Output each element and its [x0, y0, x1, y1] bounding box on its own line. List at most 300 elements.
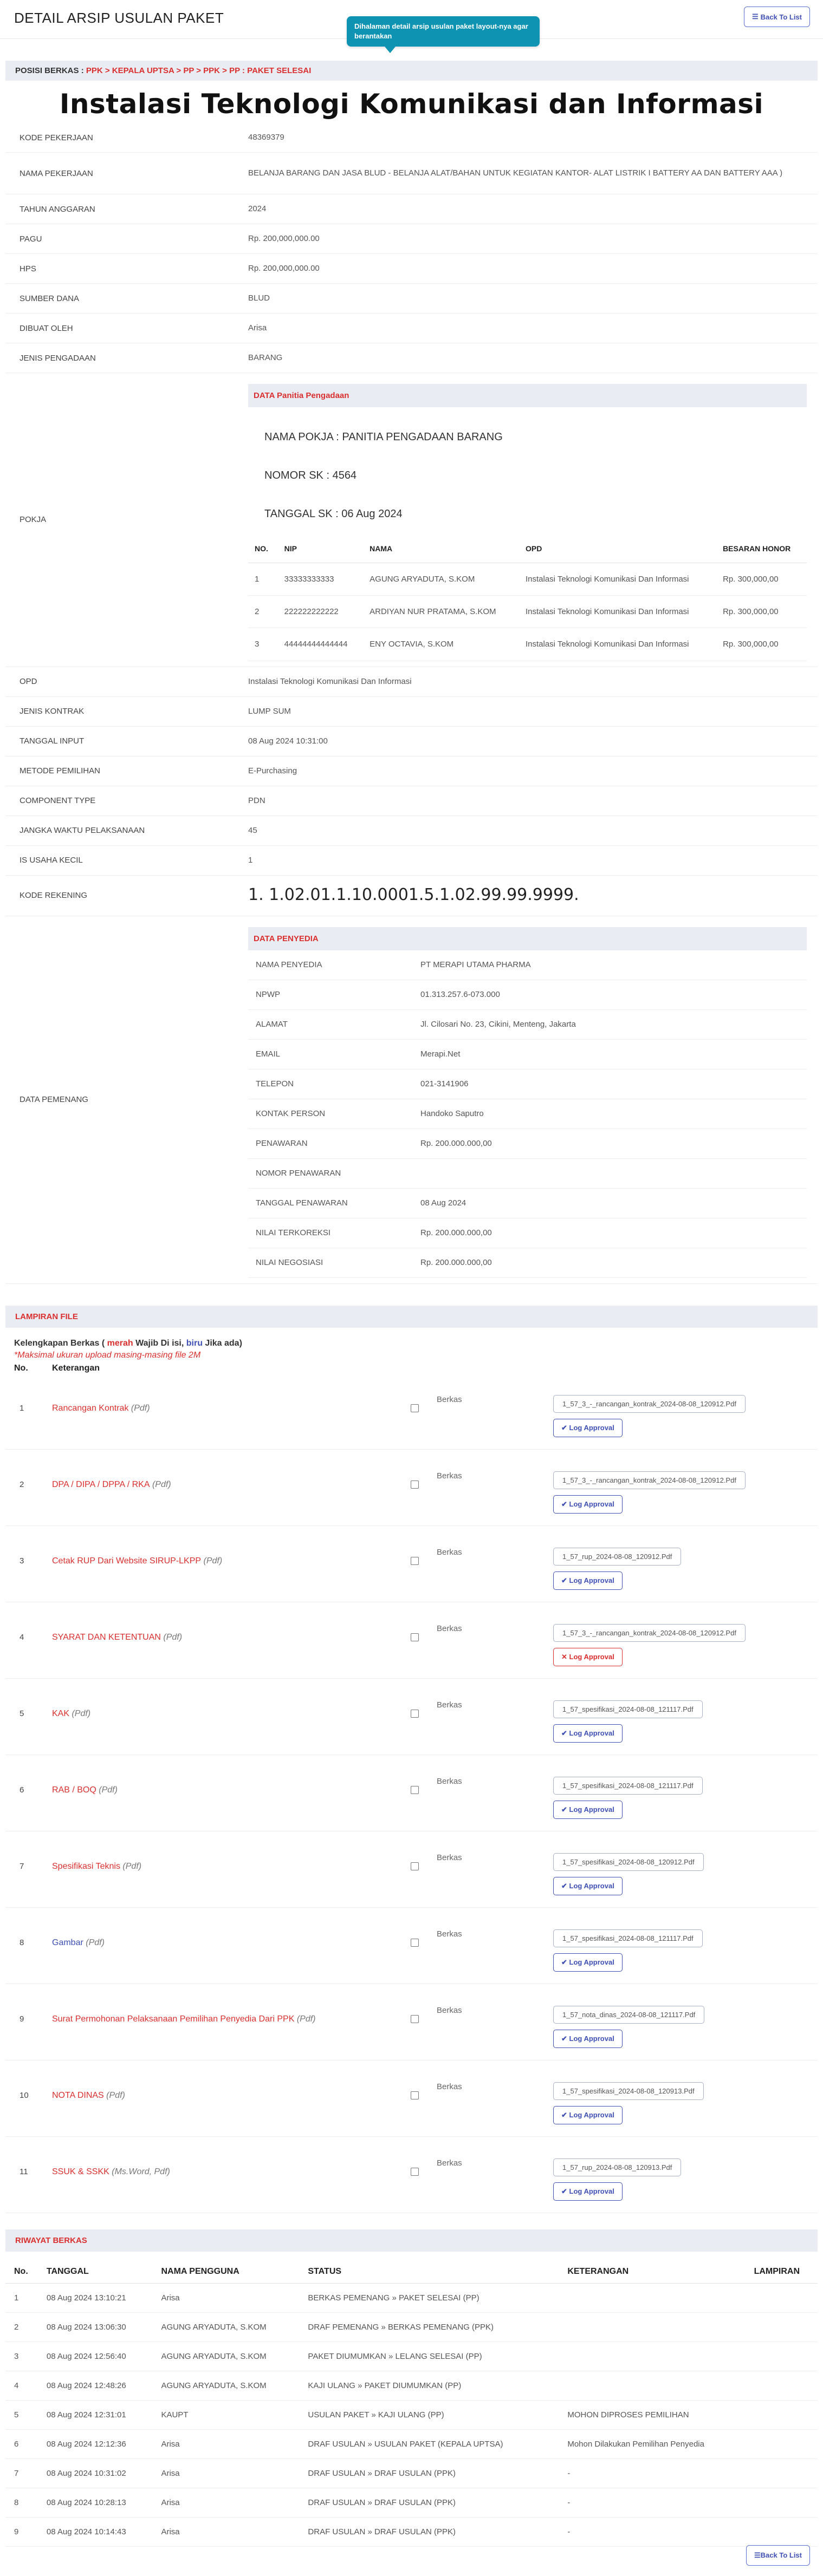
back-to-list-button[interactable] [744, 6, 810, 27]
penyedia-row [248, 1248, 807, 1278]
riwayat-col-header: KETERANGAN [559, 2260, 745, 2284]
check-icon: ✔ [561, 1576, 569, 1584]
penyedia-value: PT MERAPI UTAMA PHARMA [420, 960, 531, 970]
table-cell [746, 2429, 818, 2458]
pemenang-label: DATA PEMENANG [20, 1095, 88, 1105]
lampiran-no: 2 [20, 1479, 24, 1489]
penyedia-label: NAMA PENYEDIA [256, 960, 322, 970]
detail-row [5, 284, 818, 314]
lampiran-format: (Pdf) [96, 1785, 118, 1795]
lampiran-item [5, 1831, 818, 1908]
table-cell [746, 2400, 818, 2429]
detail-label: JENIS KONTRAK [20, 707, 85, 716]
table-cell: DRAF PEMENANG » BERKAS PEMENANG (PPK) [299, 2312, 559, 2342]
detail-value: Arisa [248, 323, 267, 333]
table-row [5, 2342, 818, 2371]
table-cell: 5 [5, 2400, 38, 2429]
lampiran-no: 11 [20, 2167, 28, 2176]
check-icon: ✔ [561, 1881, 569, 1890]
detail-row [5, 254, 818, 284]
back-to-list-button-bottom[interactable] [746, 2545, 810, 2566]
lampiran-format: (Pdf) [160, 1632, 183, 1642]
detail-label: TANGGAL INPUT [20, 736, 85, 746]
detail-value: Instalasi Teknologi Komunikasi Dan Informasi [248, 677, 412, 687]
table-cell [559, 2371, 745, 2400]
table-row [5, 2429, 818, 2458]
penyedia-label: NILAI NEGOSIASI [256, 1258, 323, 1268]
page-title: DETAIL ARSIP USULAN PAKET [14, 10, 224, 26]
kel-prefix: Kelengkapan Berkas ( [14, 1338, 107, 1348]
lampiran-item [5, 2137, 818, 2213]
detail-row [5, 727, 818, 757]
lampiran-format: (Pdf) [150, 1479, 171, 1489]
tooltip: Dihalaman detail arsip usulan paket layout-nya agar berantakan [347, 16, 540, 47]
table-cell: 8 [5, 2488, 38, 2517]
penyedia-label: TELEPON [256, 1079, 294, 1089]
top-bar [0, 0, 823, 39]
log-approval-label: Log Approval [569, 1499, 614, 1508]
detail-row [5, 667, 818, 697]
riwayat-col-header: No. [5, 2260, 38, 2284]
lampiran-checkbox[interactable] [411, 1786, 419, 1794]
penyedia-label: ALAMAT [256, 1020, 288, 1029]
log-approval-button[interactable] [553, 1724, 623, 1743]
penyedia-row [248, 1189, 807, 1218]
berkas-label: Berkas [437, 1394, 462, 1404]
riwayat-col-header: NAMA PENGGUNA [152, 2260, 299, 2284]
detail-value: 45 [248, 826, 257, 836]
berkas-label: Berkas [437, 1929, 462, 1939]
penyedia-value: Rp. 200.000.000,00 [420, 1139, 492, 1149]
lampiran-title: LAMPIRAN FILE [5, 1306, 818, 1328]
table-cell [559, 2312, 745, 2342]
table-row [5, 2458, 818, 2488]
lampiran-name-text: Cetak RUP Dari Website SIRUP-LKPP [52, 1556, 202, 1566]
lampiran-format: (Ms.Word, Pdf) [109, 2167, 170, 2176]
penyedia-row [248, 1040, 807, 1069]
lampiran-format: (Pdf) [103, 2090, 125, 2100]
lampiran-name [52, 2167, 170, 2177]
lampiran-name-text: Rancangan Kontrak [52, 1403, 129, 1413]
check-icon: ✔ [561, 2034, 569, 2043]
pokja-col-header: OPD [519, 536, 716, 563]
lampiran-item [5, 1602, 818, 1679]
penyedia-value: 01.313.257.6-073.000 [420, 990, 500, 1000]
lampiran-checkbox[interactable] [411, 1404, 419, 1412]
table-cell [559, 2283, 745, 2312]
log-approval-button[interactable] [553, 1495, 623, 1514]
table-cell: 08 Aug 2024 12:31:01 [38, 2400, 153, 2429]
detail-value: 48369379 [248, 133, 284, 142]
detail-row [5, 224, 818, 254]
detail-value: 1 [248, 856, 253, 865]
table-cell: MOHON DIPROSES PEMILIHAN [559, 2400, 745, 2429]
table-cell [746, 2488, 818, 2517]
cross-icon: ✕ [561, 1652, 569, 1661]
lampiran-name-text: Gambar [52, 1938, 83, 1947]
lampiran-checkbox[interactable] [411, 1557, 419, 1565]
table-cell: AGUNG ARYADUTA, S.KOM [363, 563, 519, 595]
pokja-col-header: NIP [278, 536, 363, 563]
kel-suffix: Jika ada) [202, 1338, 242, 1348]
list-icon: ☰ [754, 2551, 761, 2559]
lampiran-item [5, 2060, 818, 2137]
lampiran-checkbox[interactable] [411, 2015, 419, 2023]
check-icon: ✔ [561, 1729, 569, 1737]
file-link[interactable]: 1_57_spesifikasi_2024-08-08_120913.Pdf [553, 2082, 704, 2100]
penyedia-value: Jl. Cilosari No. 23, Cikini, Menteng, Jakarta [420, 1020, 576, 1029]
lampiran-name [52, 1480, 171, 1490]
lampiran-item [5, 1373, 818, 1450]
pokja-tanggal: TANGGAL SK : 06 Aug 2024 [264, 508, 403, 520]
table-cell: 9 [5, 2517, 38, 2546]
log-approval-label: Log Approval [569, 2034, 614, 2043]
lampiran-no: 5 [20, 1708, 24, 1718]
pemenang-row [5, 916, 818, 1284]
riwayat-col-header: TANGGAL [38, 2260, 153, 2284]
table-cell: DRAF USULAN » DRAF USULAN (PPK) [299, 2458, 559, 2488]
lampiran-checkbox[interactable] [411, 2091, 419, 2099]
table-row [5, 2283, 818, 2312]
table-cell: 6 [5, 2429, 38, 2458]
back-to-list-label: Back To List [760, 2551, 802, 2559]
table-cell [746, 2371, 818, 2400]
lampiran-item [5, 1679, 818, 1755]
check-icon: ✔ [561, 1805, 569, 1814]
file-link[interactable]: 1_57_rup_2024-08-08_120912.Pdf [553, 1548, 681, 1566]
detail-value: Rp. 200,000,000.00 [248, 264, 320, 273]
lampiran-checkbox[interactable] [411, 1633, 419, 1641]
table-cell: KAJI ULANG » PAKET DIUMUMKAN (PP) [299, 2371, 559, 2400]
lampiran-no: 6 [20, 1785, 24, 1795]
detail-label: OPD [20, 677, 37, 687]
detail-row [5, 123, 818, 153]
table-cell: ENY OCTAVIA, S.KOM [363, 628, 519, 661]
table-cell: 222222222222 [278, 596, 363, 628]
lampiran-no: 3 [20, 1556, 24, 1566]
penyedia-label: KONTAK PERSON [256, 1109, 326, 1119]
lampiran-name-text: Surat Permohonan Pelaksanaan Pemilihan Penyedia Dari PPK [52, 2014, 295, 2024]
detail-row [5, 697, 818, 727]
table-cell: Arisa [152, 2429, 299, 2458]
detail-label: SUMBER DANA [20, 294, 80, 303]
back-to-list-label: Back To List [760, 12, 802, 21]
penyedia-value: 021-3141906 [420, 1079, 469, 1089]
table-cell: ARDIYAN NUR PRATAMA, S.KOM [363, 596, 519, 628]
kel-merah: merah [107, 1338, 133, 1348]
detail-value: PDN [248, 796, 265, 806]
table-cell: - [559, 2488, 745, 2517]
lampiran-name [52, 1709, 90, 1719]
lampiran-item [5, 1908, 818, 1984]
lampiran-name [52, 1938, 105, 1948]
table-cell: 08 Aug 2024 10:14:43 [38, 2517, 153, 2546]
penyedia-row [248, 950, 807, 980]
pokja-subpanel [248, 384, 807, 661]
log-approval-label: Log Approval [569, 2110, 614, 2119]
table-cell: Arisa [152, 2458, 299, 2488]
detail-row [5, 194, 818, 224]
riwayat-col-header: LAMPIRAN [746, 2260, 818, 2284]
table-cell: 08 Aug 2024 13:06:30 [38, 2312, 153, 2342]
table-cell: AGUNG ARYADUTA, S.KOM [152, 2371, 299, 2400]
max-size-note: *Maksimal ukuran upload masing-masing file 2M [14, 1350, 201, 1360]
lampiran-checkbox[interactable] [411, 2168, 419, 2176]
penyedia-row [248, 1099, 807, 1129]
lampiran-name [52, 1556, 222, 1566]
log-approval-label: Log Approval [569, 1729, 614, 1737]
table-cell: 08 Aug 2024 13:10:21 [38, 2283, 153, 2312]
table-row [5, 2400, 818, 2429]
posisi-trail: PPK > KEPALA UPTSA > PP > PPK > PP : PAKET SELESAI [86, 66, 312, 75]
pokja-table-header [248, 536, 807, 563]
log-approval-button[interactable] [553, 1801, 623, 1819]
log-approval-label: Log Approval [569, 1881, 614, 1890]
pokja-panel-title: DATA Panitia Pengadaan [248, 384, 807, 407]
file-link[interactable]: 1_57_spesifikasi_2024-08-08_120912.Pdf [553, 1853, 704, 1871]
penyedia-label: PENAWARAN [256, 1139, 308, 1149]
file-link[interactable]: 1_57_3_-_rancangan_kontrak_2024-08-08_120912.Pdf [553, 1395, 746, 1413]
detail-value: BELANJA BARANG DAN JASA BLUD - BELANJA ALAT/BAHAN UNTUK KEGIATAN KANTOR- ALAT LISTRIK I BATTERY AA DAN BATTERY AAA ) [248, 168, 783, 178]
log-approval-button[interactable] [553, 1648, 623, 1666]
pokja-table-body [248, 563, 807, 661]
log-approval-button[interactable] [553, 2030, 623, 2048]
lampiran-format: (Pdf) [128, 1403, 150, 1413]
penyedia-row [248, 1159, 807, 1189]
table-cell: 2 [5, 2312, 38, 2342]
lampiran-checkbox[interactable] [411, 1939, 419, 1947]
lampiran-no: 10 [20, 2090, 29, 2100]
berkas-label: Berkas [437, 1623, 462, 1633]
pemenang-panel [248, 916, 818, 1283]
table-cell [746, 2312, 818, 2342]
penyedia-value: Merapi.Net [420, 1049, 461, 1059]
log-approval-label: Log Approval [569, 2187, 614, 2195]
penyedia-row [248, 980, 807, 1010]
detail-label: PAGU [20, 234, 42, 244]
penyedia-row [248, 1129, 807, 1159]
table-cell: 08 Aug 2024 12:48:26 [38, 2371, 153, 2400]
table-cell: 08 Aug 2024 12:56:40 [38, 2342, 153, 2371]
posisi-berkas [5, 61, 818, 81]
table-cell: Arisa [152, 2283, 299, 2312]
lampiran-name [52, 1862, 141, 1871]
detail-value: 08 Aug 2024 10:31:00 [248, 736, 328, 746]
table-row [5, 2312, 818, 2342]
kode-rekening-row [5, 876, 818, 916]
berkas-label: Berkas [437, 1471, 462, 1481]
file-link[interactable]: 1_57_3_-_rancangan_kontrak_2024-08-08_120912.Pdf [553, 1471, 746, 1489]
riwayat-table-header [5, 2260, 818, 2284]
lampiran-col-ket: Keterangan [52, 1363, 100, 1373]
lampiran-name-text: DPA / DIPA / DPPA / RKA [52, 1479, 150, 1489]
table-cell: 7 [5, 2458, 38, 2488]
detail-label: NAMA PEKERJAAN [20, 168, 93, 178]
detail-value: LUMP SUM [248, 707, 291, 716]
table-row [5, 2517, 818, 2546]
check-icon: ✔ [561, 1423, 569, 1432]
file-link[interactable]: 1_57_spesifikasi_2024-08-08_121117.Pdf [553, 1777, 703, 1795]
lampiran-item [5, 1526, 818, 1602]
check-icon: ✔ [561, 2110, 569, 2119]
penyedia-row [248, 1069, 807, 1099]
log-approval-button[interactable] [553, 1419, 623, 1437]
berkas-label: Berkas [437, 2158, 462, 2168]
pokja-col-header: NO. [248, 536, 278, 563]
detail-value: E-Purchasing [248, 766, 297, 776]
table-cell: 33333333333 [278, 563, 363, 595]
lampiran-name [52, 2091, 125, 2101]
log-approval-button[interactable] [553, 2106, 623, 2124]
table-cell: AGUNG ARYADUTA, S.KOM [152, 2342, 299, 2371]
table-cell [559, 2342, 745, 2371]
lampiran-item [5, 1450, 818, 1526]
table-cell: USULAN PAKET » KAJI ULANG (PP) [299, 2400, 559, 2429]
lampiran-item [5, 1984, 818, 2060]
table-row [248, 596, 807, 628]
riwayat-table-body [5, 2283, 818, 2546]
pokja-table [248, 536, 807, 661]
berkas-label: Berkas [437, 1700, 462, 1710]
table-cell: Instalasi Teknologi Komunikasi Dan Informasi [519, 628, 716, 661]
detail-value: BLUD [248, 294, 270, 303]
log-approval-label: Log Approval [569, 1652, 614, 1661]
pemenang-panel-title: DATA PENYEDIA [248, 927, 807, 950]
kelengkapan-note [14, 1339, 809, 1348]
pokja-row [5, 373, 818, 667]
file-link[interactable]: 1_57_nota_dinas_2024-08-08_121117.Pdf [553, 2006, 704, 2024]
table-cell [746, 2517, 818, 2546]
file-link[interactable]: 1_57_spesifikasi_2024-08-08_121117.Pdf [553, 1929, 703, 1947]
berkas-label: Berkas [437, 2082, 462, 2091]
kode-rekening-value: 1. 1.02.01.1.10.0001.5.1.02.99.99.9999. [248, 885, 579, 905]
opd-title: Instalasi Teknologi Komunikasi dan Informasi [59, 88, 764, 120]
lampiran-name-text: SSUK & SSKK [52, 2167, 109, 2176]
berkas-label: Berkas [437, 1547, 462, 1557]
lampiran-name-text: KAK [52, 1708, 70, 1718]
lampiran-col-no: No. [14, 1363, 28, 1373]
pokja-nama: NAMA POKJA : PANITIA PENGADAAN BARANG [264, 431, 503, 444]
pokja-col-header: NAMA [363, 536, 519, 563]
table-cell: - [559, 2517, 745, 2546]
lampiran-header [14, 1364, 809, 1373]
log-approval-button[interactable] [553, 1877, 623, 1895]
check-icon: ✔ [561, 1499, 569, 1508]
check-icon: ✔ [561, 2187, 569, 2195]
pemenang-list [248, 950, 807, 1278]
detail-row [5, 846, 818, 876]
table-row [248, 563, 807, 595]
table-cell: 3 [5, 2342, 38, 2371]
detail-label: JANGKA WAKTU PELAKSANAAN [20, 826, 145, 836]
log-approval-label: Log Approval [569, 1423, 614, 1432]
table-cell: Instalasi Teknologi Komunikasi Dan Informasi [519, 563, 716, 595]
lampiran-format: (Pdf) [294, 2014, 316, 2024]
table-cell: - [559, 2458, 745, 2488]
table-cell: DRAF USULAN » USULAN PAKET (KEPALA UPTSA) [299, 2429, 559, 2458]
lampiran-name [52, 2014, 316, 2024]
file-link[interactable]: 1_57_3_-_rancangan_kontrak_2024-08-08_120912.Pdf [553, 1624, 746, 1642]
penyedia-label: EMAIL [256, 1049, 281, 1059]
lampiran-checkbox[interactable] [411, 1710, 419, 1718]
lampiran-no: 4 [20, 1632, 24, 1642]
table-cell: 3 [248, 628, 278, 661]
table-row [5, 2488, 818, 2517]
pokja-nomor: NOMOR SK : 4564 [264, 469, 357, 482]
table-cell: AGUNG ARYADUTA, S.KOM [152, 2312, 299, 2342]
pokja-label: POKJA [20, 515, 47, 525]
table-cell: Instalasi Teknologi Komunikasi Dan Informasi [519, 596, 716, 628]
table-row [5, 2371, 818, 2400]
table-cell: 08 Aug 2024 10:28:13 [38, 2488, 153, 2517]
table-cell: 4 [5, 2371, 38, 2400]
detail-label: TAHUN ANGGARAN [20, 204, 95, 214]
berkas-label: Berkas [437, 2005, 462, 2015]
table-cell: 08 Aug 2024 10:31:02 [38, 2458, 153, 2488]
lampiran-list [0, 1373, 823, 2213]
penyedia-row [248, 1218, 807, 1248]
lampiran-name-text: RAB / BOQ [52, 1785, 96, 1795]
detail-value: 2024 [248, 204, 267, 214]
lampiran-name [52, 1785, 118, 1795]
lampiran-no: 8 [20, 1938, 24, 1947]
penyedia-value: Rp. 200.000.000,00 [420, 1228, 492, 1238]
lampiran-format: (Pdf) [83, 1938, 105, 1947]
table-cell: Arisa [152, 2517, 299, 2546]
kode-rekening-label: KODE REKENING [20, 891, 88, 901]
log-approval-button[interactable] [553, 2182, 623, 2201]
lampiran-name-text: SYARAT DAN KETENTUAN [52, 1632, 161, 1642]
lampiran-format: (Pdf) [201, 1556, 223, 1566]
log-approval-label: Log Approval [569, 1958, 614, 1966]
penyedia-value: Rp. 200.000.000,00 [420, 1258, 492, 1268]
lampiran-item [5, 1755, 818, 1831]
log-approval-button[interactable] [553, 1571, 623, 1590]
riwayat-table [5, 2260, 818, 2547]
detail-label: DIBUAT OLEH [20, 323, 73, 333]
lampiran-name [52, 1404, 150, 1413]
log-approval-button[interactable] [553, 1953, 623, 1972]
penyedia-label: NILAI TERKOREKSI [256, 1228, 331, 1238]
detail-row [5, 786, 818, 816]
table-cell: 44444444444444 [278, 628, 363, 661]
detail-label: IS USAHA KECIL [20, 856, 83, 865]
lampiran-checkbox[interactable] [411, 1481, 419, 1489]
berkas-label: Berkas [437, 1853, 462, 1862]
table-cell: Mohon Dilakukan Pemilihan Penyedia [559, 2429, 745, 2458]
kel-biru: biru [186, 1338, 203, 1348]
log-approval-label: Log Approval [569, 1805, 614, 1814]
table-cell: Rp. 300,000,00 [716, 563, 807, 595]
detail-row [5, 757, 818, 786]
table-cell [746, 2283, 818, 2312]
lampiran-checkbox[interactable] [411, 1862, 419, 1870]
lampiran-name-text: Spesifikasi Teknis [52, 1861, 120, 1871]
penyedia-label: NPWP [256, 990, 280, 1000]
file-link[interactable]: 1_57_rup_2024-08-08_120913.Pdf [553, 2158, 681, 2176]
detail-row [5, 816, 818, 846]
lampiran-no: 7 [20, 1861, 24, 1871]
detail-row [5, 314, 818, 343]
table-cell [746, 2458, 818, 2488]
detail-row [5, 343, 818, 373]
table-cell: 1 [5, 2283, 38, 2312]
table-cell: DRAF USULAN » DRAF USULAN (PPK) [299, 2488, 559, 2517]
lampiran-no: 1 [20, 1403, 24, 1413]
table-cell: DRAF USULAN » DRAF USULAN (PPK) [299, 2517, 559, 2546]
table-row [248, 628, 807, 661]
file-link[interactable]: 1_57_spesifikasi_2024-08-08_121117.Pdf [553, 1700, 703, 1718]
